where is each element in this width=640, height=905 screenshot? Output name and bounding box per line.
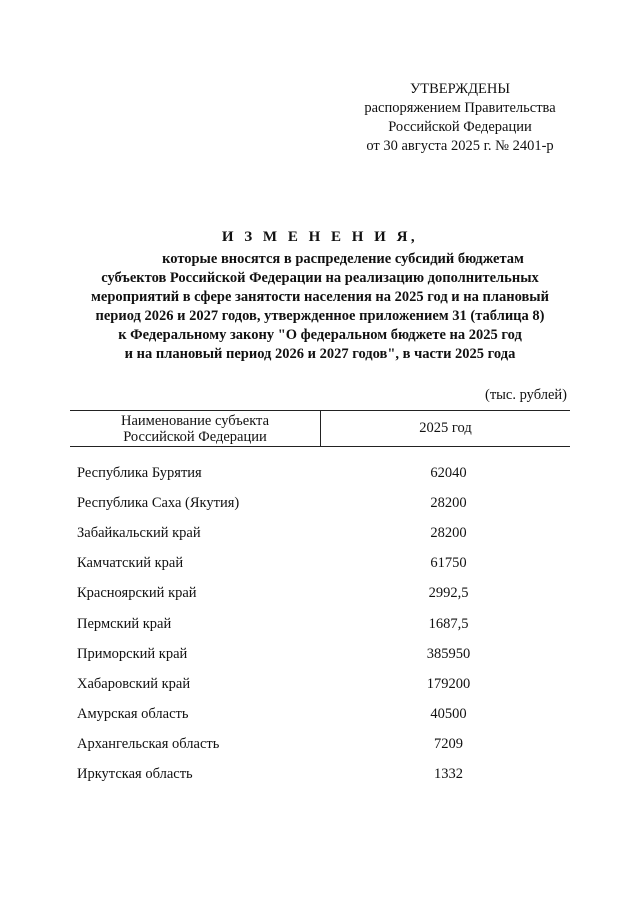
row-subject-name: Амурская область bbox=[77, 706, 189, 723]
row-subject-name: Забайкальский край bbox=[77, 524, 201, 541]
title-line: к Федеральному закону "О федеральном бюджете на 2025 год bbox=[118, 327, 522, 343]
table-row bbox=[70, 488, 570, 518]
row-value: 1687,5 bbox=[428, 615, 469, 632]
document-title bbox=[60, 228, 580, 364]
approval-block bbox=[340, 80, 580, 156]
row-value: 179200 bbox=[426, 675, 471, 692]
row-value: 28200 bbox=[430, 524, 467, 541]
row-subject-name: Пермский край bbox=[77, 615, 172, 632]
table-row bbox=[70, 549, 570, 579]
table-row bbox=[70, 730, 570, 760]
row-value: 62040 bbox=[430, 464, 467, 481]
approval-title: УТВЕРЖДЕНЫ bbox=[409, 81, 511, 97]
header-year: 2025 год bbox=[419, 420, 472, 436]
table-row bbox=[70, 609, 570, 639]
row-value: 1332 bbox=[434, 766, 463, 783]
title-line: которые вносятся в распределение субсидий бюджетам bbox=[162, 251, 524, 267]
row-value: 2992,5 bbox=[428, 585, 469, 602]
units-label: (тыс. рублей) bbox=[485, 387, 567, 403]
row-subject-name: Республика Бурятия bbox=[77, 464, 202, 481]
title-line: и на плановый период 2026 и 2027 годов", в части 2025 года bbox=[124, 346, 516, 362]
row-value: 28200 bbox=[430, 494, 467, 511]
table-row bbox=[70, 700, 570, 730]
row-subject-name: Архангельская область bbox=[77, 736, 220, 753]
row-subject-name: Камчатский край bbox=[77, 555, 184, 572]
table-row bbox=[70, 458, 570, 488]
header-subject-name-line1: Наименование субъекта bbox=[120, 412, 270, 429]
title-line: мероприятий в сфере занятости населения на 2025 год и на плановый bbox=[91, 289, 549, 305]
table-row bbox=[70, 579, 570, 609]
table-row bbox=[70, 760, 570, 790]
row-subject-name: Республика Саха (Якутия) bbox=[77, 494, 240, 511]
header-subject-name-line2: Российской Федерации bbox=[123, 428, 267, 445]
approval-line-government: Российской Федерации bbox=[388, 119, 532, 135]
table-body bbox=[70, 458, 570, 790]
table-row bbox=[70, 669, 570, 699]
approval-line-date: от 30 августа 2025 г. № 2401-р bbox=[366, 138, 554, 154]
title-line: период 2026 и 2027 годов, утвержденное приложением 31 (таблица 8) bbox=[95, 308, 545, 324]
row-value: 385950 bbox=[426, 645, 471, 662]
title-line: субъектов Российской Федерации на реализацию дополнительных bbox=[101, 270, 539, 286]
approval-line-order: распоряжением Правительства bbox=[364, 100, 556, 116]
header-subject-name bbox=[70, 411, 321, 446]
row-value: 40500 bbox=[430, 706, 467, 723]
row-subject-name: Красноярский край bbox=[77, 585, 197, 602]
table-row bbox=[70, 639, 570, 669]
row-subject-name: Иркутская область bbox=[77, 766, 193, 783]
table-row bbox=[70, 518, 570, 548]
row-subject-name: Приморский край bbox=[77, 645, 188, 662]
row-subject-name: Хабаровский край bbox=[77, 675, 191, 692]
table-header bbox=[70, 410, 570, 447]
row-value: 61750 bbox=[430, 555, 467, 572]
document-heading: И З М Е Н Е Н И Я, bbox=[221, 229, 419, 245]
row-value: 7209 bbox=[434, 736, 463, 753]
